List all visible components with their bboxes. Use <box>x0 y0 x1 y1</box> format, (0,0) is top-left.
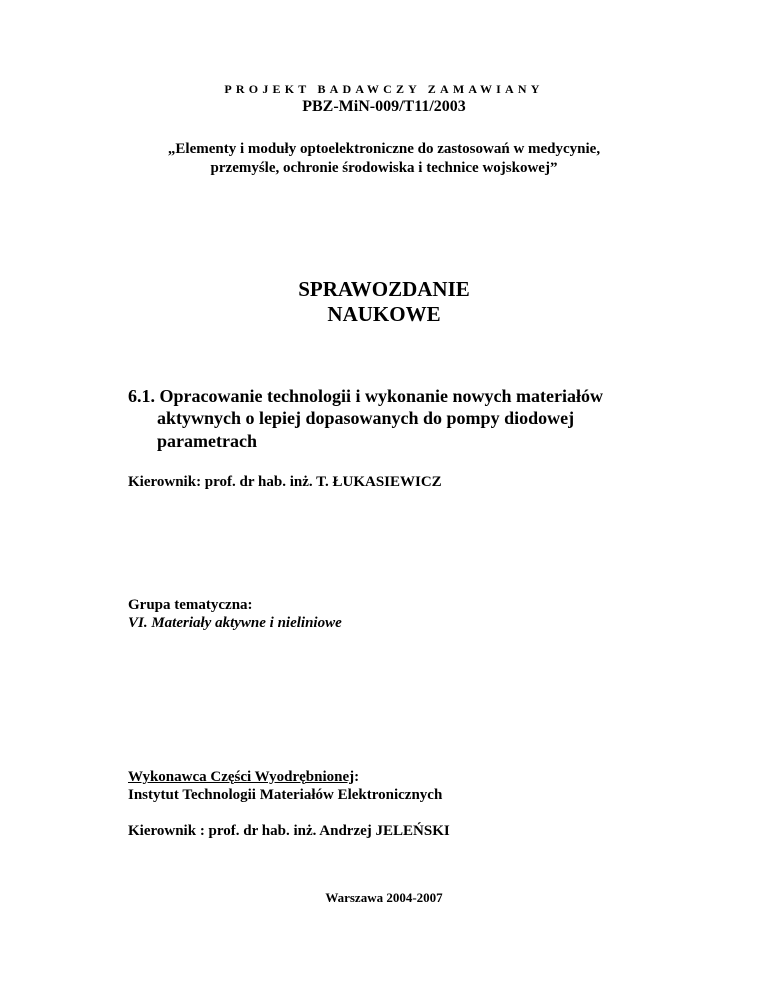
contractor-manager: Kierownik : prof. dr hab. inż. Andrzej JELEŃSKI <box>128 823 450 839</box>
task-title-line-2: aktywnych o lepiej dopasowanych do pompy diodowej <box>157 408 575 428</box>
place-date: Warszawa 2004-2007 <box>325 890 443 905</box>
task-title-line-3: parametrach <box>157 431 257 451</box>
report-title-line-2: NAUKOWE <box>327 302 441 326</box>
contractor-label-text: Wykonawca Części Wyodrębnionej <box>128 769 355 785</box>
program-code: PBZ-MiN-009/T11/2003 <box>302 98 466 115</box>
report-title-line-1: SPRAWOZDANIE <box>298 277 470 301</box>
task-title-line-1: 6.1. Opracowanie technologii i wykonanie nowych materiałów <box>128 386 603 406</box>
project-title-line-2: przemyśle, ochronie środowiska i technice wojskowej” <box>210 160 558 176</box>
group-value: VI. Materiały aktywne i nieliniowe <box>128 615 342 631</box>
contractor-label-suffix: : <box>354 769 360 785</box>
contractor-value: Instytut Technologii Materiałów Elektronicznych <box>128 787 443 803</box>
project-title-line-1: „Elementy i moduły optoelektroniczne do zastosowań w medycynie, <box>167 141 601 157</box>
group-label: Grupa tematyczna: <box>128 597 253 613</box>
program-label: PROJEKT BADAWCZY ZAMAWIANY <box>224 82 544 96</box>
contractor-label <box>128 769 359 786</box>
task-manager: Kierownik: prof. dr hab. inż. T. ŁUKASIEWICZ <box>128 474 442 490</box>
